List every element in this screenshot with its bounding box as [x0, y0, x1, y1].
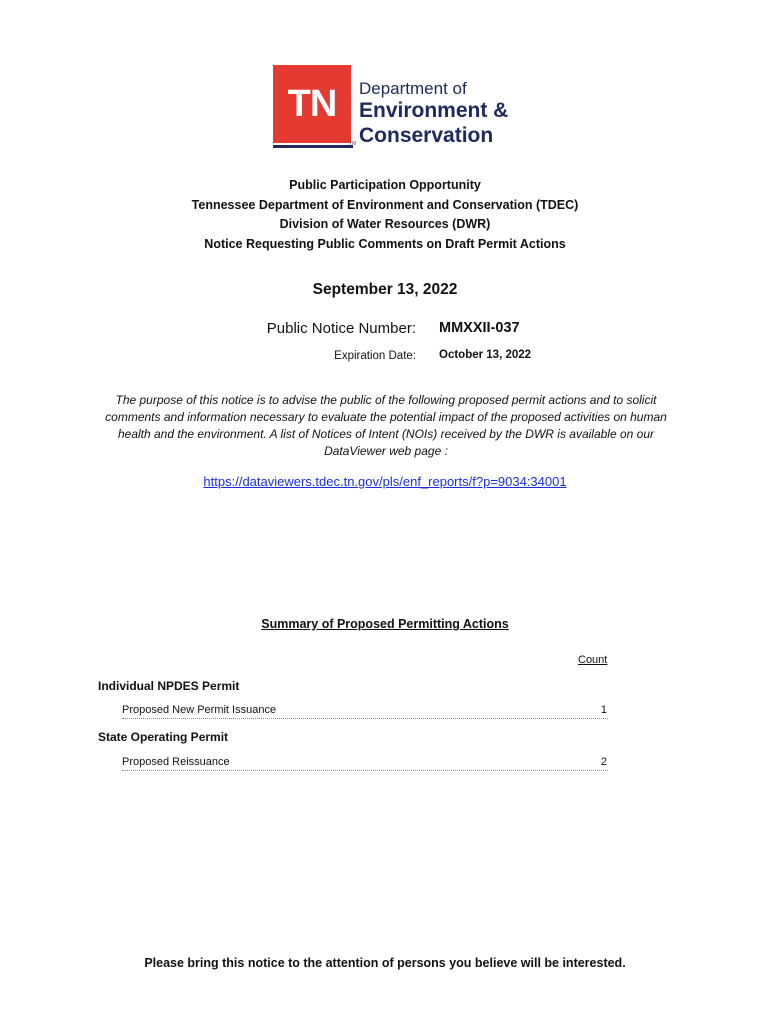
public-notice-number-value: MMXXII-037: [439, 320, 520, 336]
header-line-4: Notice Requesting Public Comments on Draft Permit Actions: [204, 236, 566, 251]
notice-header: [0, 176, 770, 254]
logo-text-department: Department of: [359, 79, 467, 98]
header-line-1: Public Participation Opportunity: [289, 178, 481, 192]
summary-title: Summary of Proposed Permitting Actions: [261, 617, 509, 631]
count-column-header: Count: [578, 654, 608, 666]
summary-row-count: 1: [600, 704, 607, 716]
summary-row-label: Proposed Reissuance: [122, 756, 230, 768]
summary-row-count: 2: [600, 756, 607, 768]
summary-row: [122, 704, 608, 719]
header-line-2: Tennessee Department of Environment and Conservation (TDEC): [191, 197, 579, 212]
expiration-date-label: Expiration Date:: [334, 350, 416, 362]
category-heading: Individual NPDES Permit: [98, 679, 240, 693]
notice-date: September 13, 2022: [312, 281, 458, 298]
public-notice-number-label: Public Notice Number:: [266, 320, 416, 337]
category-heading: State Operating Permit: [98, 730, 229, 744]
logo-trademark: TM: [349, 141, 357, 147]
tdec-logo: [262, 52, 538, 162]
logo-text-conservation: Conservation: [359, 124, 494, 147]
dataviewer-link[interactable]: https://dataviewers.tdec.tn.gov/pls/enf_reports/f?p=9034:34001: [203, 474, 567, 489]
purpose-paragraph: The purpose of this notice is to advise the public of the following proposed permit actions and to solicit comments and information necessary to evaluate the potential impact of the proposed activities on human health and the environment. A list of Notices of Intent (NOIs) received by the DWR is available on our DataViewer web page :: [105, 393, 667, 458]
summary-row: [122, 756, 608, 771]
header-line-3: Division of Water Resources (DWR): [279, 217, 491, 231]
tn-logo-mark: TN: [273, 65, 351, 143]
summary-row-label: Proposed New Permit Issuance: [122, 704, 277, 716]
footer-note: Please bring this notice to the attention of persons you believe will be interested.: [144, 956, 626, 970]
expiration-date-value: October 13, 2022: [439, 349, 532, 361]
logo-underline: [273, 145, 353, 148]
logo-text-environment: Environment &: [359, 99, 509, 122]
